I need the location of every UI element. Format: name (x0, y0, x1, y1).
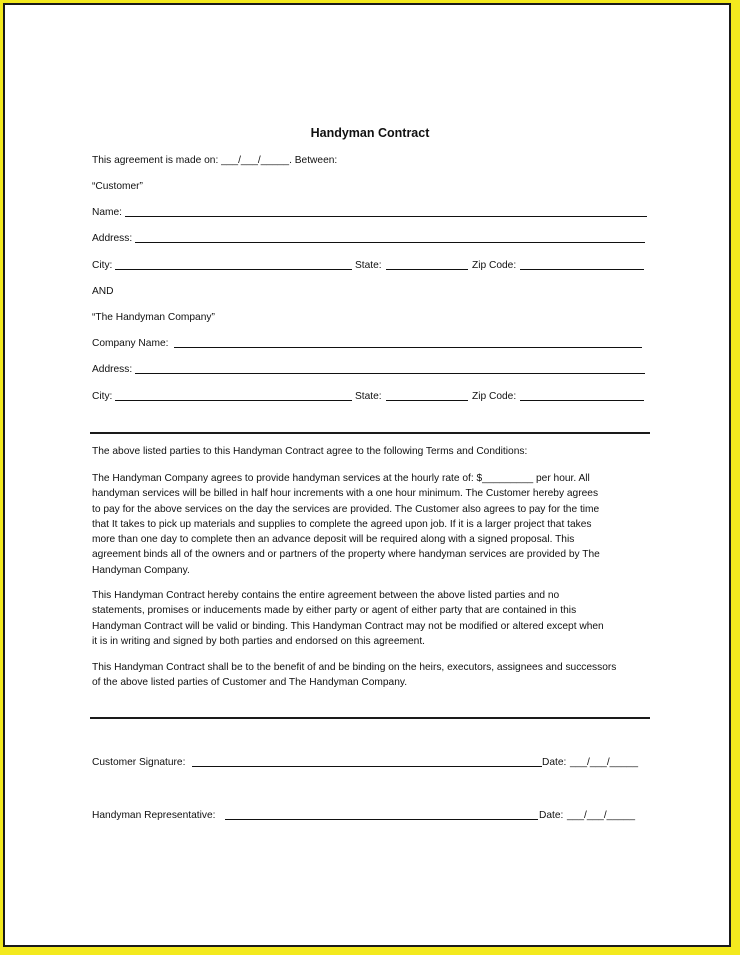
paragraph-line: to pay for the above services on the day the services are provided. The Customer also agrees to pay for the time (92, 503, 600, 515)
paragraph-line: more than one day to complete then an advance deposit will be required along with a signed proposal. This (92, 534, 575, 546)
terms-paragraph-3 (92, 660, 652, 691)
paragraph-line: of the above listed parties of Customer and The Handyman Company. (92, 677, 408, 689)
customer-signature-label: Customer Signature: (92, 757, 186, 768)
customer-signature-field[interactable] (192, 757, 542, 767)
representative-signature-field[interactable] (225, 810, 538, 820)
section-divider-top (90, 432, 650, 434)
customer-date-label: Date: (542, 757, 567, 768)
company-city-field[interactable] (115, 391, 352, 401)
customer-date-field[interactable]: ___/___/_____ (570, 757, 638, 768)
paragraph-line: Handyman Contract will be valid or binding. This Handyman Contract may not be modified or altered except when (92, 620, 604, 632)
agreement-date-line: This agreement is made on: ___/___/_____. Between: (92, 155, 338, 166)
paragraph-line: Handyman Company. (92, 564, 190, 576)
paragraph-line: it is in writing and signed by both parties and endorsed on this agreement. (92, 635, 425, 647)
company-heading: “The Handyman Company” (92, 312, 215, 323)
customer-state-label: State: (355, 260, 382, 271)
terms-paragraph-2 (92, 588, 652, 649)
customer-city-label: City: (92, 260, 113, 271)
company-name-label: Company Name: (92, 338, 169, 349)
customer-name-label: Name: (92, 207, 123, 218)
paragraph-line: The Handyman Company agrees to provide handyman services at the hourly rate of: $_________ per hour. All (92, 473, 590, 484)
representative-date-field[interactable]: ___/___/_____ (567, 810, 635, 821)
customer-address-label: Address: (92, 233, 133, 244)
paragraph-line: that It takes to pick up materials and supplies to complete the agreed upon job. If it is a larger project that takes (92, 518, 592, 530)
paragraph-line: This Handyman Contract hereby contains the entire agreement between the above listed parties and no (92, 590, 560, 601)
terms-paragraph-1 (92, 471, 652, 578)
customer-state-field[interactable] (386, 260, 468, 270)
customer-address-field[interactable] (135, 233, 645, 243)
document-title: Handyman Contract (310, 126, 430, 140)
customer-city-field[interactable] (115, 260, 352, 270)
company-name-field[interactable] (174, 338, 642, 348)
company-address-label: Address: (92, 364, 133, 375)
company-state-field[interactable] (386, 391, 468, 401)
paragraph-line: handyman services will be billed in half hour increments with a one hour minimum. The Customer hereby agrees (92, 488, 599, 500)
paragraph-line: agreement binds all of the owners and or partners of the property where handyman services are provided by The (92, 549, 600, 561)
company-zip-label: Zip Code: (472, 391, 517, 402)
customer-name-field[interactable] (125, 207, 647, 217)
representative-date-label: Date: (539, 810, 564, 821)
paragraph-line: statements, promises or inducements made by either party or agent of either party that are contained in this (92, 605, 577, 617)
company-address-field[interactable] (135, 364, 645, 374)
company-city-label: City: (92, 391, 113, 402)
terms-intro: The above listed parties to this Handyman Contract agree to the following Terms and Conditions: (92, 446, 528, 457)
section-divider-bottom (90, 717, 650, 719)
paragraph-line: This Handyman Contract shall be to the benefit of and be binding on the heirs, executors, assignees and successors (92, 662, 617, 673)
customer-zip-field[interactable] (520, 260, 644, 270)
company-zip-field[interactable] (520, 391, 644, 401)
and-label: AND (92, 286, 114, 297)
company-state-label: State: (355, 391, 382, 402)
representative-signature-label: Handyman Representative: (92, 810, 216, 821)
customer-heading: “Customer” (92, 181, 143, 192)
customer-zip-label: Zip Code: (472, 260, 517, 271)
